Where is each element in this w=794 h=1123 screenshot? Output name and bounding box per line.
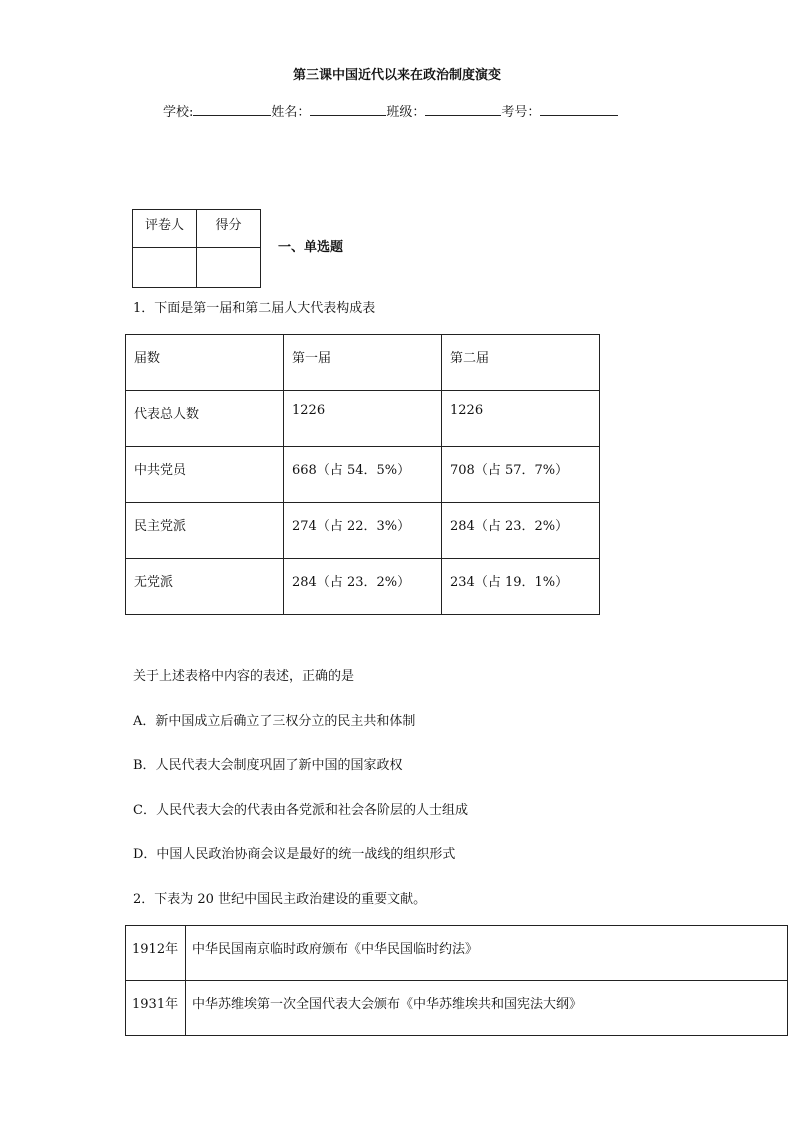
school-blank[interactable] bbox=[193, 103, 271, 116]
exam-no-label: 考号： bbox=[501, 105, 541, 120]
table-cell-year: 1912年 bbox=[126, 926, 186, 981]
class-blank[interactable] bbox=[425, 103, 501, 116]
q1-option-d[interactable]: D．中国人民政治协商会议是最好的统一战线的组织形式 bbox=[133, 847, 456, 862]
table-cell: 668（占 54．5%） bbox=[284, 447, 442, 503]
table-row bbox=[126, 926, 788, 981]
table-row bbox=[126, 559, 600, 615]
q1-table bbox=[125, 334, 600, 615]
name-blank[interactable] bbox=[310, 103, 386, 116]
table-row bbox=[126, 391, 600, 447]
score-cell[interactable] bbox=[197, 248, 261, 288]
table-cell: 第一届 bbox=[284, 335, 442, 391]
section-title: 一、单选题 bbox=[278, 240, 344, 255]
table-cell-year: 1931年 bbox=[126, 981, 186, 1036]
q1-option-c[interactable]: C．人民代表大会的代表由各党派和社会各阶层的人士组成 bbox=[133, 803, 468, 818]
table-cell: 274（占 22．3%） bbox=[284, 503, 442, 559]
table-row bbox=[126, 447, 600, 503]
q2-stem: 2．下表为 20 世纪中国民主政治建设的重要文献。 bbox=[133, 892, 427, 907]
table-cell: 284（占 23．2%） bbox=[442, 503, 600, 559]
table-cell: 234（占 19．1%） bbox=[442, 559, 600, 615]
table-cell-event: 中华民国南京临时政府颁布《中华民国临时约法》 bbox=[186, 926, 788, 981]
student-info-line bbox=[163, 101, 618, 120]
q1-stem: 1．下面是第一届和第二届人大代表构成表 bbox=[133, 301, 376, 316]
q1-option-a[interactable]: A．新中国成立后确立了三权分立的民主共和体制 bbox=[133, 714, 416, 729]
page-title: 第三课中国近代以来在政治制度演变 bbox=[292, 68, 501, 83]
grader-label: 评卷人 bbox=[133, 210, 197, 248]
score-label: 得分 bbox=[197, 210, 261, 248]
class-label: 班级： bbox=[386, 105, 426, 120]
table-row bbox=[126, 335, 600, 391]
table-cell: 代表总人数 bbox=[126, 391, 284, 447]
q1-option-b[interactable]: B．人民代表大会制度巩固了新中国的国家政权 bbox=[133, 758, 403, 773]
name-label: 姓名： bbox=[271, 105, 311, 120]
grader-cell[interactable] bbox=[133, 248, 197, 288]
q2-table bbox=[125, 925, 788, 1036]
table-cell: 708（占 57．7%） bbox=[442, 447, 600, 503]
table-cell: 届数 bbox=[126, 335, 284, 391]
score-box bbox=[132, 209, 261, 288]
school-label: 学校: bbox=[163, 105, 194, 120]
table-cell: 无党派 bbox=[126, 559, 284, 615]
table-cell: 284（占 23．2%） bbox=[284, 559, 442, 615]
table-row bbox=[126, 981, 788, 1036]
table-cell: 民主党派 bbox=[126, 503, 284, 559]
q1-question: 关于上述表格中内容的表述，正确的是 bbox=[133, 669, 355, 684]
table-row bbox=[126, 503, 600, 559]
table-cell: 1226 bbox=[442, 391, 600, 447]
table-cell: 第二届 bbox=[442, 335, 600, 391]
table-cell: 1226 bbox=[284, 391, 442, 447]
exam-no-blank[interactable] bbox=[540, 103, 618, 116]
table-cell-event: 中华苏维埃第一次全国代表大会颁布《中华苏维埃共和国宪法大纲》 bbox=[186, 981, 788, 1036]
table-cell: 中共党员 bbox=[126, 447, 284, 503]
